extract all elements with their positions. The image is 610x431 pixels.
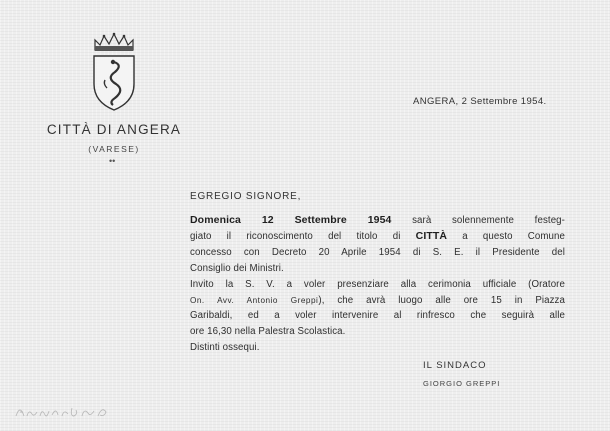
paragraph-2-line-3: Garibaldi, ed a voler intervenire al rinfresco che seguirà alle [190,310,565,322]
paragraph-2-line-2 [190,293,565,309]
town-coat-of-arms-icon [89,32,139,112]
paragraph-2-line-1: Invito la S. V. a voler presenziare alla cerimonia ufficiale (Oratore [190,278,565,290]
archive-watermark-signature [12,400,122,422]
mayor-title: IL SINDACO [423,360,487,371]
place-date: ANGERA, 2 Settembre 1954. [413,96,547,107]
letter-body [190,213,565,356]
paragraph-1-line-1 [190,213,565,229]
province-label: (VARESE) [88,144,140,154]
mayor-name: GIORGIO GREPPI [423,379,501,388]
paragraph-2-line-4: ore 16,30 nella Palestra Scolastica. [190,326,346,338]
salutation: EGREGIO SIGNORE, [190,191,302,202]
line-text: giato il riconoscimento del titolo di [190,230,401,242]
closing-line: Distinti ossequi. [190,342,260,354]
line-text: a questo Comune [462,230,566,242]
line-text: sarà solennemente festeg- [412,215,565,226]
speaker-name: On. Avv. Antonio Greppi [190,295,319,305]
ornament-dots: •• [109,156,116,166]
paragraph-1-line-3: concesso con Decreto 20 Aprile 1954 di S. E. il Presidente del [190,246,565,258]
paragraph-1-line-2 [190,229,565,245]
paragraph-1-line-4: Consiglio dei Ministri. [190,262,284,274]
line-text: ), che avrà luogo alle ore 15 in Piazza [318,294,565,306]
town-name: CITTÀ DI ANGERA [46,122,182,137]
event-date-bold: Domenica 12 Settembre 1954 [190,214,392,226]
citta-bold: CITTÀ [415,229,448,242]
